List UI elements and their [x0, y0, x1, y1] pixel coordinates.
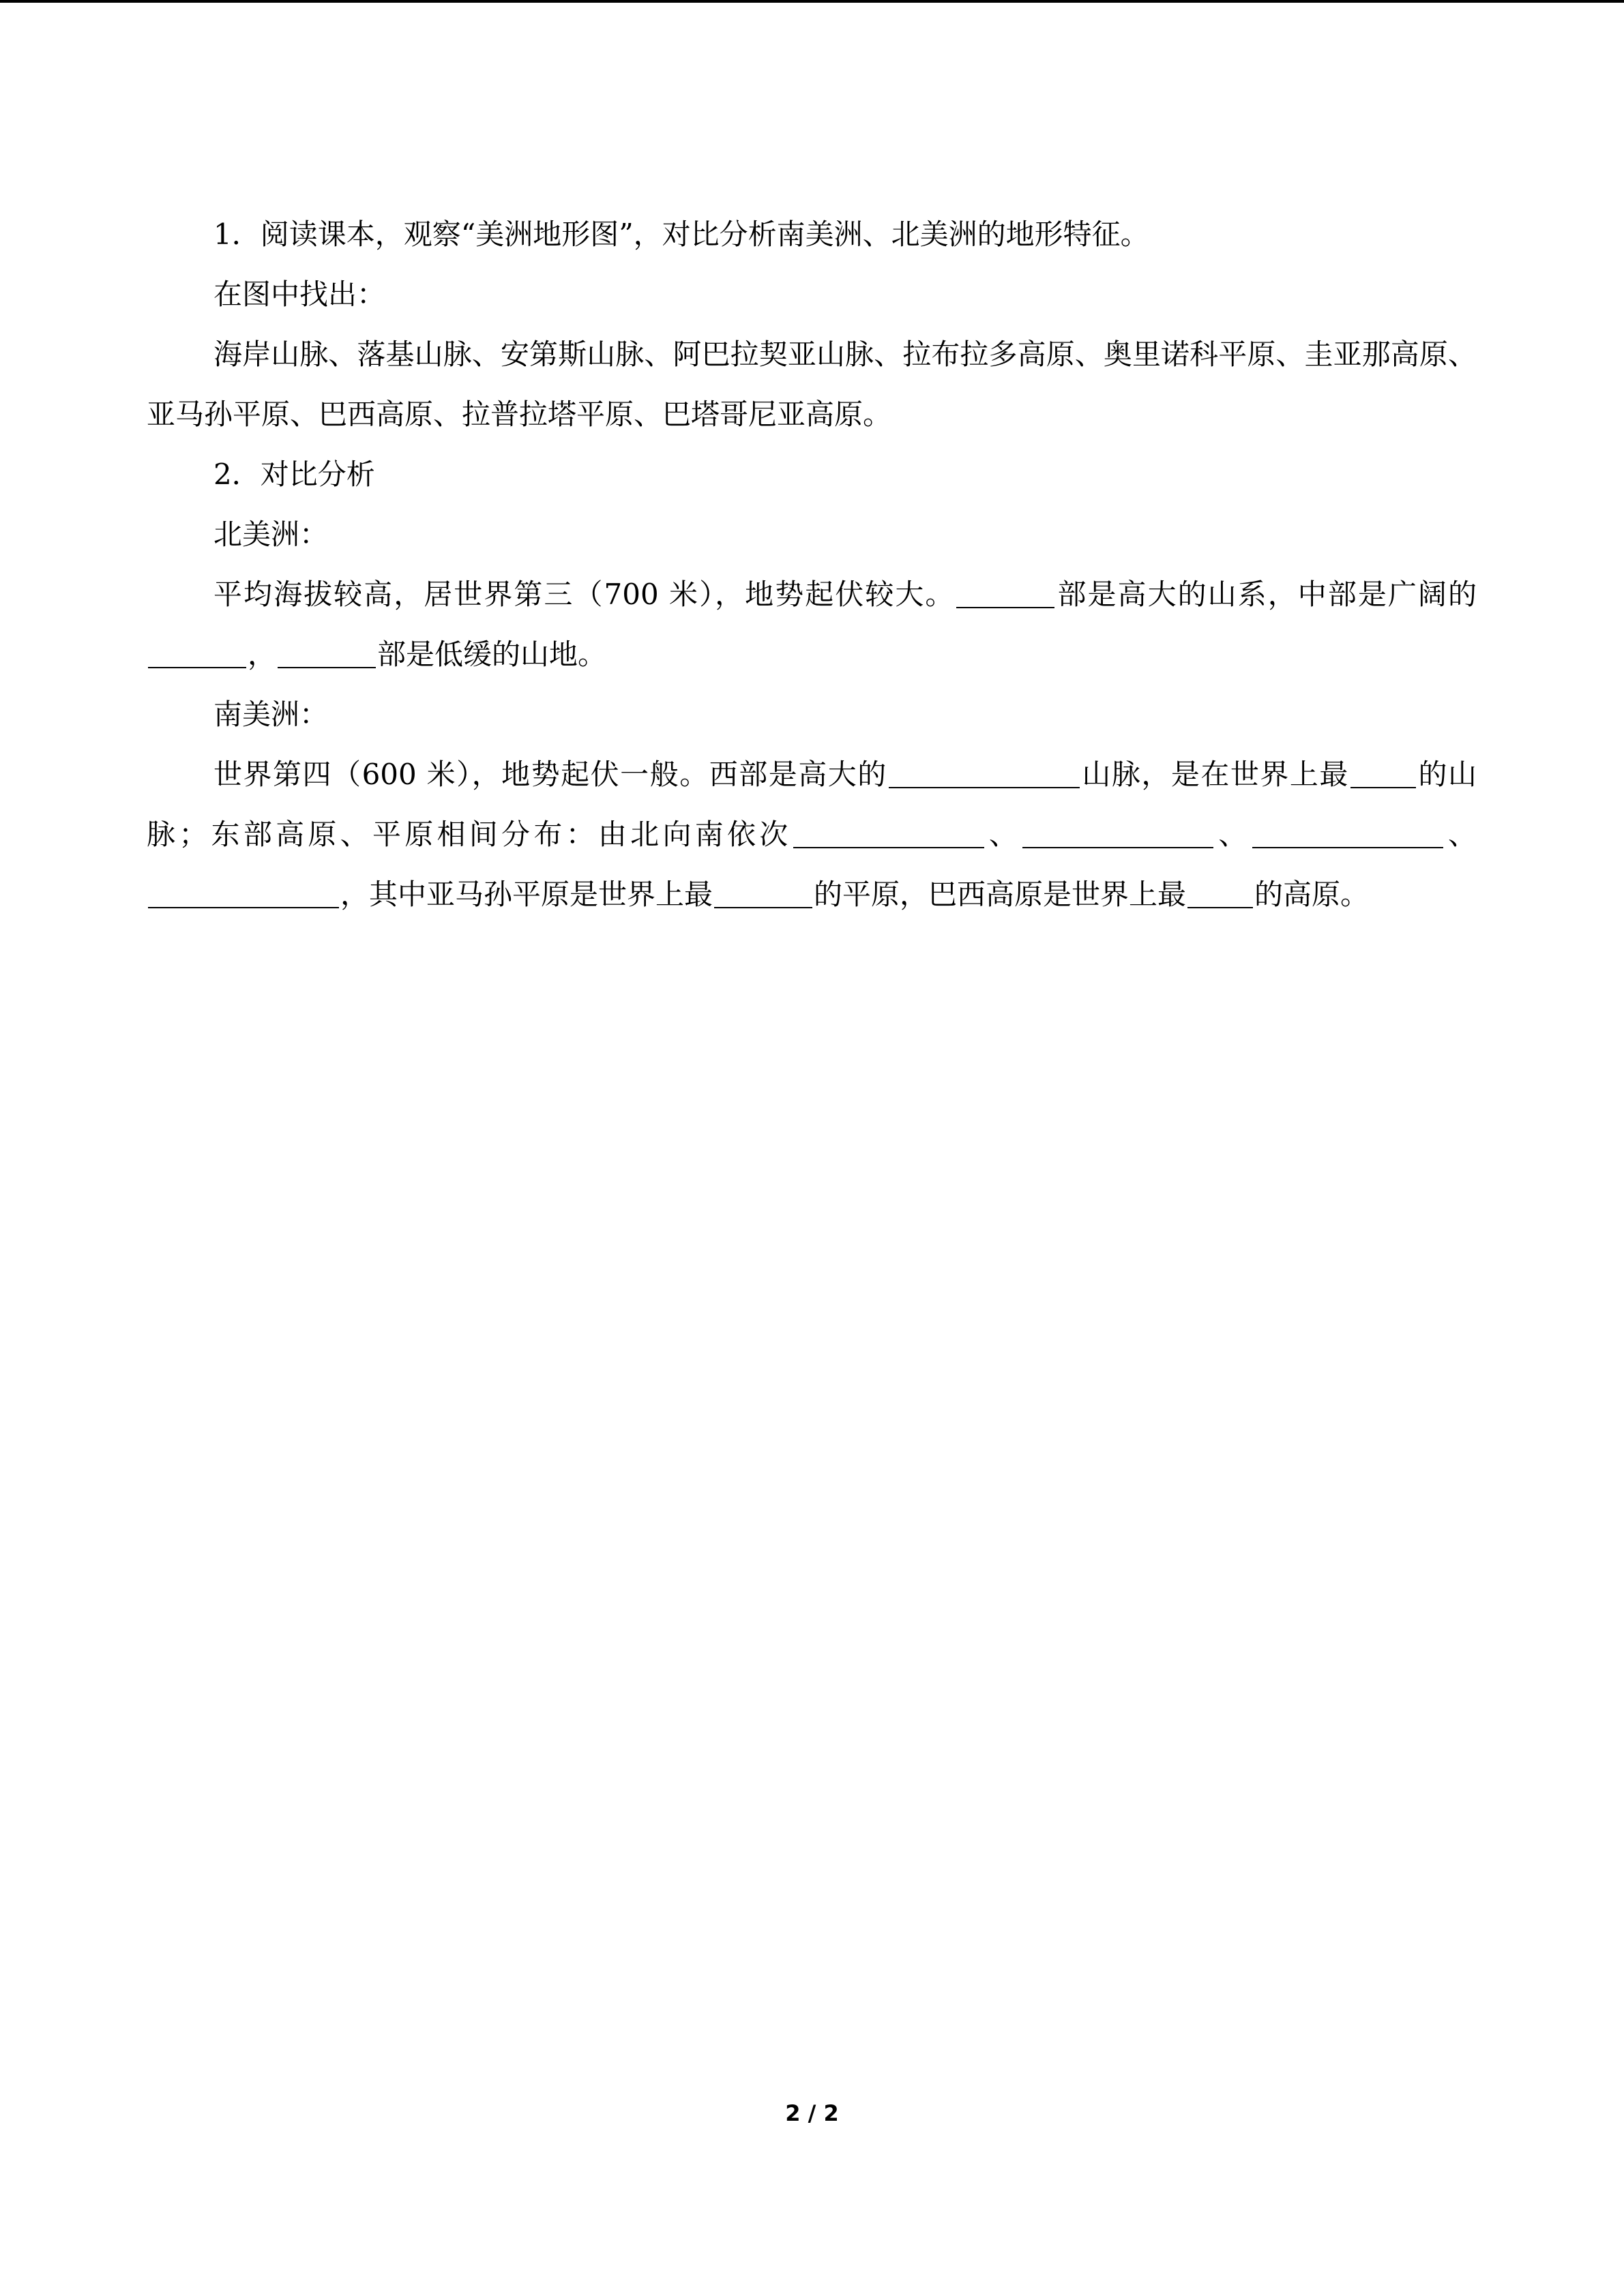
- blank-sa-longest[interactable]: [1350, 751, 1416, 788]
- na-text-2: 部是高大的山系，中部是广阔的: [1056, 578, 1477, 611]
- question-2: 2．对比分析: [213, 458, 375, 491]
- blank-sa-amazon[interactable]: [714, 871, 812, 908]
- na-text-4: 部是低缓的山地。: [377, 638, 607, 671]
- south-america-label: 南美洲：: [213, 698, 329, 731]
- find-list: 海岸山脉、落基山脉、安第斯山脉、阿巴拉契亚山脉、拉布拉多高原、奥里诺科平原、圭亚那高原、亚马孙平原、巴西高原、拉普拉塔平原、巴塔哥尼亚高原。: [147, 338, 1477, 431]
- blank-sa-region-1[interactable]: [793, 811, 984, 848]
- page-top-border: [0, 0, 1624, 3]
- sa-sep-2: 、: [1215, 818, 1251, 851]
- na-text-1: 平均海拔较高，居世界第三（700 米），地势起伏较大。: [213, 578, 956, 611]
- page-number: 2 / 2: [785, 2100, 839, 2126]
- sa-sep-3: 、: [1444, 818, 1477, 851]
- sa-text-3: 的山脉；东部高原、平原相间分布：由北向南依次: [147, 758, 1477, 851]
- blank-sa-brazil[interactable]: [1187, 871, 1253, 908]
- south-america-paragraph: [147, 745, 1477, 925]
- north-america-label: 北美洲：: [213, 518, 329, 551]
- question-1: 1．阅读课本，观察“美洲地形图”，对比分析南美洲、北美洲的地形特征。: [213, 218, 1149, 251]
- sa-sep-1: 、: [985, 818, 1022, 851]
- sa-text-4: ，其中亚马孙平原是世界上最: [340, 878, 713, 911]
- blank-sa-region-4[interactable]: [148, 871, 339, 908]
- sa-text-1: 世界第四（600 米），地势起伏一般。西部是高大的: [213, 758, 887, 791]
- sa-text-2: 山脉，是在世界上最: [1080, 758, 1349, 791]
- blank-sa-region-2[interactable]: [1022, 811, 1213, 848]
- worksheet-body: [147, 205, 1477, 925]
- sa-text-6: 的高原。: [1254, 878, 1370, 911]
- blank-na-west[interactable]: [956, 571, 1054, 608]
- north-america-paragraph: [147, 565, 1477, 685]
- na-text-3: ，: [248, 638, 277, 671]
- blank-sa-region-3[interactable]: [1252, 811, 1443, 848]
- sa-text-5: 的平原，巴西高原是世界上最: [814, 878, 1187, 911]
- blank-na-east[interactable]: [278, 631, 376, 668]
- find-label: 在图中找出：: [213, 278, 386, 311]
- blank-na-middle[interactable]: [148, 631, 246, 668]
- blank-sa-mountain[interactable]: [889, 751, 1080, 788]
